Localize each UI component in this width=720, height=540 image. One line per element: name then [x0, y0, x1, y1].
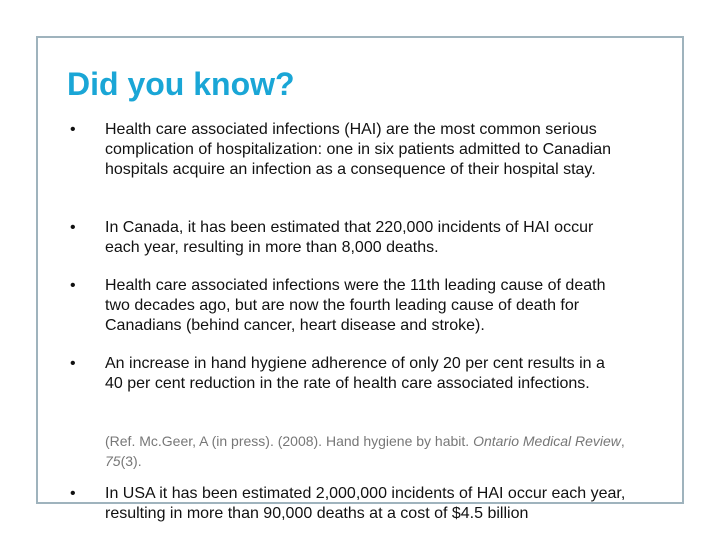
bullet-marker: •	[70, 219, 76, 236]
bullet-marker: •	[70, 121, 76, 138]
reference-prefix: (Ref. Mc.Geer, A (in press). (2008). Hand hygiene by habit.	[105, 433, 474, 449]
bullet-item-leading-cause: Health care associated infections were the 11th leading cause of death two decades ago, but are now the fourth leading cause of death for Canadians (behind cancer, heart disease and stroke).	[105, 277, 606, 334]
reference-journal: Ontario Medical Review	[473, 433, 621, 449]
reference-suffix: (3).	[120, 453, 142, 469]
bullet-marker: •	[70, 485, 76, 502]
reference-citation	[105, 431, 625, 471]
bullet-marker: •	[70, 355, 76, 372]
bullet-item-canada-incidents: In Canada, it has been estimated that 220,000 incidents of HAI occur each year, resulting in more than 8,000 deaths.	[105, 219, 594, 256]
bullet-item-usa-incidents: In USA it has been estimated 2,000,000 incidents of HAI occur each year, resulting in more than 90,000 deaths at a cost of $4.5 billion	[105, 485, 626, 522]
slide-title: Did you know?	[67, 66, 295, 102]
bullet-marker: •	[70, 277, 76, 294]
reference-sep: ,	[620, 433, 625, 449]
reference-volume: 75	[105, 453, 121, 469]
bullet-item-hand-hygiene: An increase in hand hygiene adherence of only 20 per cent results in a 40 per cent reduction in the rate of health care associated infections.	[105, 355, 605, 392]
bullet-item-hai-complication: Health care associated infections (HAI) are the most common serious complication of hospitalization: one in six patients admitted to Canadian hospitals acquire an infection as a consequence of their hospital stay.	[105, 121, 612, 178]
